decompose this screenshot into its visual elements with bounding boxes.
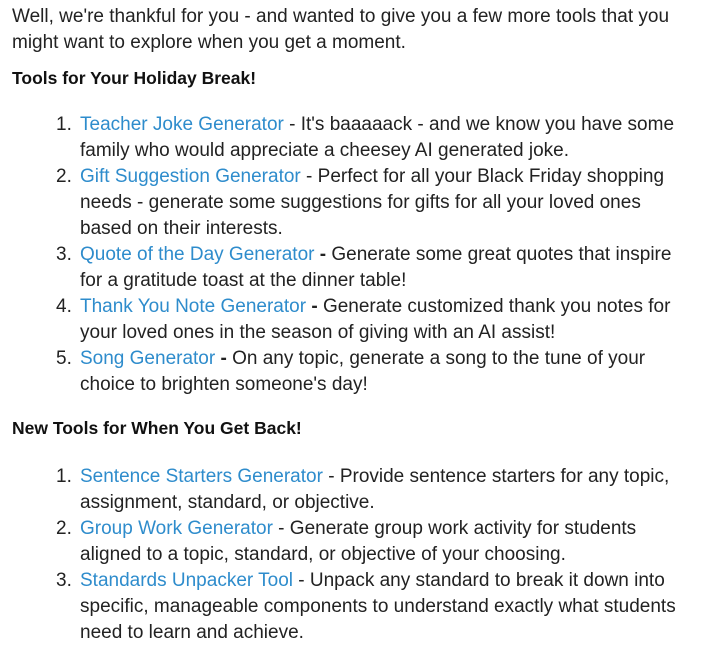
list-item <box>12 464 680 516</box>
holiday-tools-list <box>12 112 702 398</box>
item-description: Unpack any standard to break it down into specific, manageable components to understand exactly what students need to learn and achieve. <box>80 570 676 643</box>
separator: - <box>314 244 332 265</box>
list-number: 1. <box>56 114 72 135</box>
item-description: It's baaaaack - and we know you have some family who would appreciate a cheesey AI generated joke. <box>80 114 675 161</box>
separator: - <box>293 570 310 591</box>
item-description: On any topic, generate a song to the tune of your choice to brighten someone's day! <box>80 348 646 395</box>
list-number: 5. <box>56 348 72 369</box>
gift-suggestion-generator-link[interactable]: Gift Suggestion Generator <box>80 166 301 187</box>
new-tools-heading: New Tools for When You Get Back! <box>12 418 302 438</box>
list-item <box>12 242 680 294</box>
list-number: 3. <box>56 570 72 591</box>
list-item <box>12 568 680 646</box>
list-item <box>12 516 680 568</box>
list-number: 2. <box>56 166 72 187</box>
teacher-joke-generator-link[interactable]: Teacher Joke Generator <box>80 114 284 135</box>
separator: - <box>306 296 323 317</box>
item-description: Provide sentence starters for any topic, assignment, standard, or objective. <box>80 466 670 513</box>
list-item <box>12 112 680 164</box>
item-description: Generate some great quotes that inspire for a gratitude toast at the dinner table! <box>80 244 672 291</box>
item-description: Perfect for all your Black Friday shopping needs - generate some suggestions for gifts for all your loved ones based on their interests. <box>80 166 665 239</box>
intro-paragraph: Well, we're thankful for you - and wanted to give you a few more tools that you might want to explore when you get a moment. <box>12 6 670 53</box>
thank-you-note-generator-link[interactable]: Thank You Note Generator <box>80 296 307 317</box>
separator: - <box>215 348 233 369</box>
quote-of-the-day-generator-link[interactable]: Quote of the Day Generator <box>80 244 315 265</box>
separator: - <box>322 466 340 487</box>
list-number: 4. <box>56 296 72 317</box>
list-item <box>12 346 680 398</box>
separator: - <box>283 114 301 135</box>
list-number: 3. <box>56 244 72 265</box>
song-generator-link[interactable]: Song Generator <box>80 348 216 369</box>
list-item <box>12 294 680 346</box>
separator: - <box>300 166 318 187</box>
item-description: Generate customized thank you notes for your loved ones in the season of giving with an AI assist! <box>80 296 671 343</box>
group-work-generator-link[interactable]: Group Work Generator <box>80 518 273 539</box>
holiday-tools-heading: Tools for Your Holiday Break! <box>12 68 257 88</box>
sentence-starters-generator-link[interactable]: Sentence Starters Generator <box>80 466 323 487</box>
list-number: 1. <box>56 466 72 487</box>
separator: - <box>272 518 290 539</box>
new-tools-list <box>12 464 702 646</box>
list-number: 2. <box>56 518 72 539</box>
standards-unpacker-tool-link[interactable]: Standards Unpacker Tool <box>80 570 293 591</box>
item-description: Generate group work activity for students aligned to a topic, standard, or objective of your choosing. <box>80 518 637 565</box>
list-item <box>12 164 680 242</box>
